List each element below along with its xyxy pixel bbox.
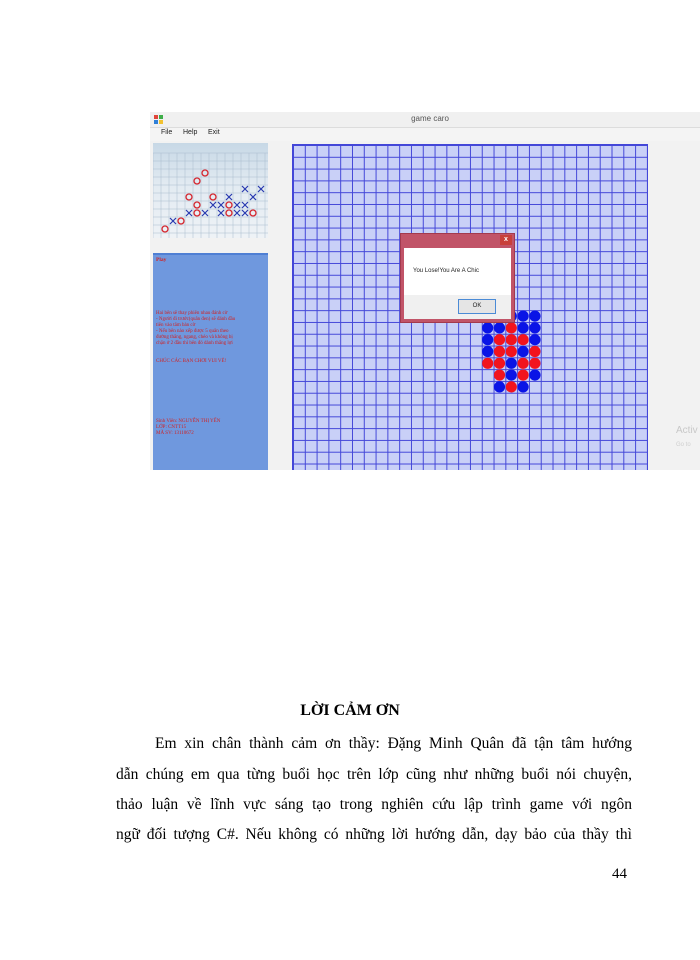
menu-help[interactable]: Help (183, 129, 198, 136)
rule-line: đường thẳng, ngang, chéo và không bị (156, 335, 233, 340)
rule-line: tiên vào tâm bàn cờ (156, 323, 196, 328)
preview-o-mark (194, 210, 200, 216)
red-stone (518, 370, 529, 381)
preview-o-mark (162, 226, 168, 232)
preview-x-mark (202, 210, 208, 216)
dialog-message: You Lose!You Are A Chic (413, 268, 479, 274)
window-titlebar (150, 112, 700, 128)
preview-x-mark (242, 210, 248, 216)
blue-stone (529, 370, 540, 381)
preview-x-mark (234, 210, 240, 216)
preview-x-mark (242, 202, 248, 208)
rule-line: - Nếu bên nào xếp được 5 quân theo (156, 329, 229, 334)
preview-x-mark (186, 210, 192, 216)
student-id: MÃ SV: 13110672 (156, 431, 194, 436)
red-stone (506, 346, 517, 357)
menu-exit[interactable]: Exit (208, 129, 220, 136)
game-screenshot (150, 112, 700, 470)
preview-o-mark (194, 202, 200, 208)
game-preview-image (153, 143, 268, 238)
red-stone (506, 322, 517, 333)
preview-x-mark (234, 202, 240, 208)
preview-x-mark (242, 186, 248, 192)
red-stone (529, 358, 540, 369)
info-heading: Play (156, 257, 167, 263)
blue-stone (518, 322, 529, 333)
info-panel (153, 253, 268, 470)
page-number: 44 (612, 866, 627, 882)
student-class: LỚP: CNTT15 (156, 425, 187, 430)
blue-stone (529, 334, 540, 345)
dialog-titlebar (401, 234, 514, 247)
blue-stone (506, 370, 517, 381)
dialog-footer (404, 295, 511, 319)
paragraph-line: dẫn chúng em qua từng buổi học trên lớp cũng như những buổi nói chuyện, (116, 766, 632, 783)
preview-x-mark (226, 194, 232, 200)
dialog-body (404, 248, 511, 319)
preview-x-mark (250, 194, 256, 200)
red-stone (494, 346, 505, 357)
red-stone (494, 370, 505, 381)
window-title: game caro (411, 114, 449, 123)
preview-x-mark (218, 210, 224, 216)
red-stone (506, 334, 517, 345)
blue-stone (482, 334, 493, 345)
preview-x-mark (258, 186, 264, 192)
preview-x-mark (170, 218, 176, 224)
red-stone (518, 334, 529, 345)
greeting-text: CHÚC CÁC BẠN CHƠI VUI VẺ! (156, 359, 227, 364)
red-stone (529, 346, 540, 357)
menu-file[interactable]: File (161, 129, 173, 136)
blue-stone (529, 311, 540, 322)
red-stone (506, 381, 517, 392)
preview-x-mark (210, 202, 216, 208)
blue-stone (518, 311, 529, 322)
rule-line: Hai bên sẽ thay phiên nhau đánh cờ (156, 311, 228, 316)
preview-o-mark (194, 178, 200, 184)
blue-stone (518, 381, 529, 392)
paragraph-line: thảo luận về lĩnh vực sáng tạo trong nghiên cứu lập trình game với ngôn (116, 796, 632, 813)
preview-o-mark (226, 210, 232, 216)
preview-board (153, 143, 268, 238)
blue-stone (506, 358, 517, 369)
blue-stone (518, 346, 529, 357)
red-stone (518, 358, 529, 369)
blue-stone (482, 322, 493, 333)
message-dialog (400, 233, 515, 323)
section-heading: LỜI CẢM ƠN (300, 702, 400, 719)
preview-x-mark (218, 202, 224, 208)
student-name: Sinh Viên: NGUYỄN THỊ YẾN (156, 419, 221, 424)
dialog-ok-button[interactable]: OK (458, 299, 496, 314)
red-stone (494, 358, 505, 369)
red-stone (494, 334, 505, 345)
blue-stone (529, 322, 540, 333)
activation-watermark: Activ (676, 425, 698, 436)
paragraph-line: Em xin chân thành cảm ơn thầy: Đặng Minh Quân đã tận tâm hướng (155, 735, 632, 752)
menu-bar (150, 128, 700, 141)
paragraph-line: ngữ đối tượng C#. Nếu không có những lời hướng dẫn, dạy bảo của thầy thì (116, 826, 632, 843)
activation-watermark-sub: Go to (676, 442, 691, 448)
rule-line: chặn ở 2 đầu thì bên đó dành thắng lợi (156, 341, 233, 346)
preview-o-mark (178, 218, 184, 224)
preview-o-mark (210, 194, 216, 200)
preview-o-mark (186, 194, 192, 200)
blue-stone (482, 346, 493, 357)
preview-o-mark (226, 202, 232, 208)
blue-stone (494, 322, 505, 333)
red-stone (482, 358, 493, 369)
preview-o-mark (202, 170, 208, 176)
preview-o-mark (250, 210, 256, 216)
blue-stone (494, 381, 505, 392)
rule-line: - Người đi trước(quân đen) sẽ đánh đầu (156, 317, 236, 322)
dialog-close-button[interactable]: x (500, 235, 512, 245)
